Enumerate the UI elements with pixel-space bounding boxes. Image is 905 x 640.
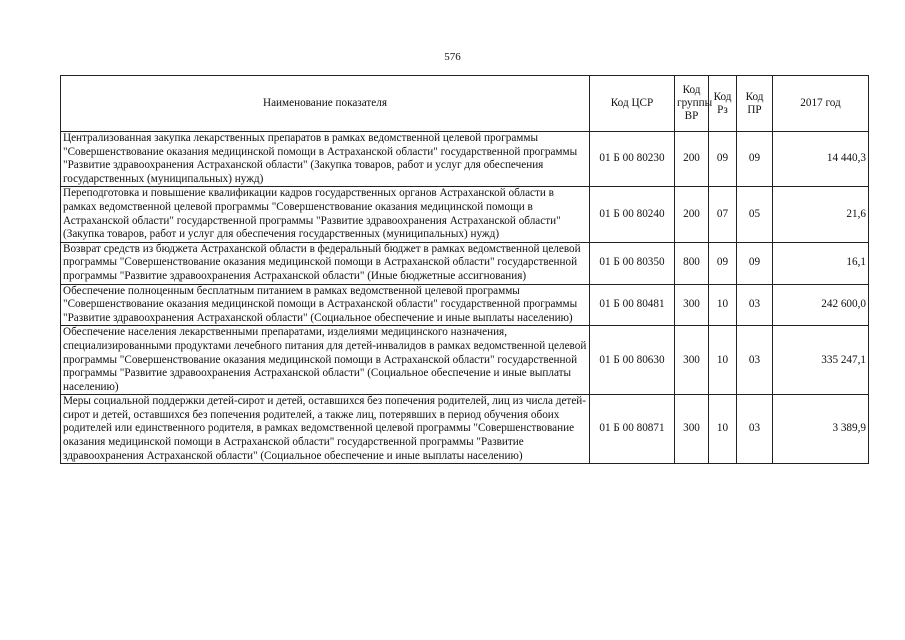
row-name: Возврат средств из бюджета Астраханской области в федеральный бюджет в рамках ведомственной целевой программы "Совершенствование оказания медицинской помощи в Астраханской области" государственной программы "Развитие здравоохранения Астраханской области" (Иные бюджетные ассигнования)	[61, 242, 590, 284]
row-csr: 01 Б 00 80230	[590, 132, 675, 187]
row-csr: 01 Б 00 80630	[590, 326, 675, 395]
table-row	[61, 132, 869, 187]
row-vr: 200	[675, 132, 709, 187]
row-amount: 16,1	[773, 242, 869, 284]
budget-table	[60, 75, 869, 464]
row-amount: 242 600,0	[773, 284, 869, 326]
row-name: Меры социальной поддержки детей-сирот и детей, оставшихся без попечения родителей, лиц из числа детей-сирот и детей, оставшихся без попечения родителей, а также лиц, потерявших в период обучения обоих родителей или единственного родителя, в рамках ведомственной целевой программы "Совершенствование оказания медицинской помощи в Астраханской области" государственной программы "Развитие здравоохранения Астраханской области" (Социальное обеспечение и иные выплаты населению)	[61, 395, 590, 464]
row-vr: 800	[675, 242, 709, 284]
row-rz: 09	[709, 242, 737, 284]
row-csr: 01 Б 00 80350	[590, 242, 675, 284]
table-header-row	[61, 76, 869, 132]
table-row	[61, 284, 869, 326]
row-amount: 14 440,3	[773, 132, 869, 187]
row-name: Переподготовка и повышение квалификации кадров государственных органов Астраханской области в рамках ведомственной целевой программы "Совершенствование оказания медицинской помощи в Астраханской области" государственной программы "Развитие здравоохранения Астраханской области" (Закупка товаров, работ и услуг для обеспечения государственных (муниципальных) нужд)	[61, 187, 590, 242]
header-csr: Код ЦСР	[590, 76, 675, 132]
row-pr: 09	[737, 132, 773, 187]
row-pr: 05	[737, 187, 773, 242]
row-rz: 10	[709, 326, 737, 395]
table-row	[61, 242, 869, 284]
row-name: Централизованная закупка лекарственных препаратов в рамках ведомственной целевой программы "Совершенствование оказания медицинской помощи в Астраханской области" государственной программы "Развитие здравоохранения Астраханской области" (Закупка товаров, работ и услуг для обеспечения государственных (муниципальных) нужд)	[61, 132, 590, 187]
row-rz: 09	[709, 132, 737, 187]
table-row	[61, 326, 869, 395]
row-pr: 03	[737, 284, 773, 326]
row-vr: 300	[675, 284, 709, 326]
row-amount: 21,6	[773, 187, 869, 242]
header-vr: Код группы ВР	[675, 76, 709, 132]
row-vr: 300	[675, 326, 709, 395]
table-row	[61, 395, 869, 464]
row-name: Обеспечение полноценным бесплатным питанием в рамках ведомственной целевой программы "Совершенствование оказания медицинской помощи в Астраханской области" государственной программы "Развитие здравоохранения Астраханской области" (Социальное обеспечение и иные выплаты населению)	[61, 284, 590, 326]
header-pr: Код ПР	[737, 76, 773, 132]
row-amount: 3 389,9	[773, 395, 869, 464]
row-vr: 200	[675, 187, 709, 242]
row-rz: 10	[709, 395, 737, 464]
row-pr: 09	[737, 242, 773, 284]
row-rz: 07	[709, 187, 737, 242]
row-name: Обеспечение населения лекарственными препаратами, изделиями медицинского назначения, специализированными продуктами лечебного питания для детей-инвалидов в рамках ведомственной целевой программы "Совершенствование оказания медицинской помощи в Астраханской области" государственной программы "Развитие здравоохранения Астраханской области" (Социальное обеспечение и иные выплаты населению)	[61, 326, 590, 395]
row-vr: 300	[675, 395, 709, 464]
row-csr: 01 Б 00 80871	[590, 395, 675, 464]
row-csr: 01 Б 00 80481	[590, 284, 675, 326]
row-csr: 01 Б 00 80240	[590, 187, 675, 242]
row-pr: 03	[737, 326, 773, 395]
table-row	[61, 187, 869, 242]
row-amount: 335 247,1	[773, 326, 869, 395]
row-pr: 03	[737, 395, 773, 464]
header-name: Наименование показателя	[61, 76, 590, 132]
header-rz: Код Рз	[709, 76, 737, 132]
row-rz: 10	[709, 284, 737, 326]
header-year: 2017 год	[773, 76, 869, 132]
page-number: 576	[444, 51, 461, 63]
